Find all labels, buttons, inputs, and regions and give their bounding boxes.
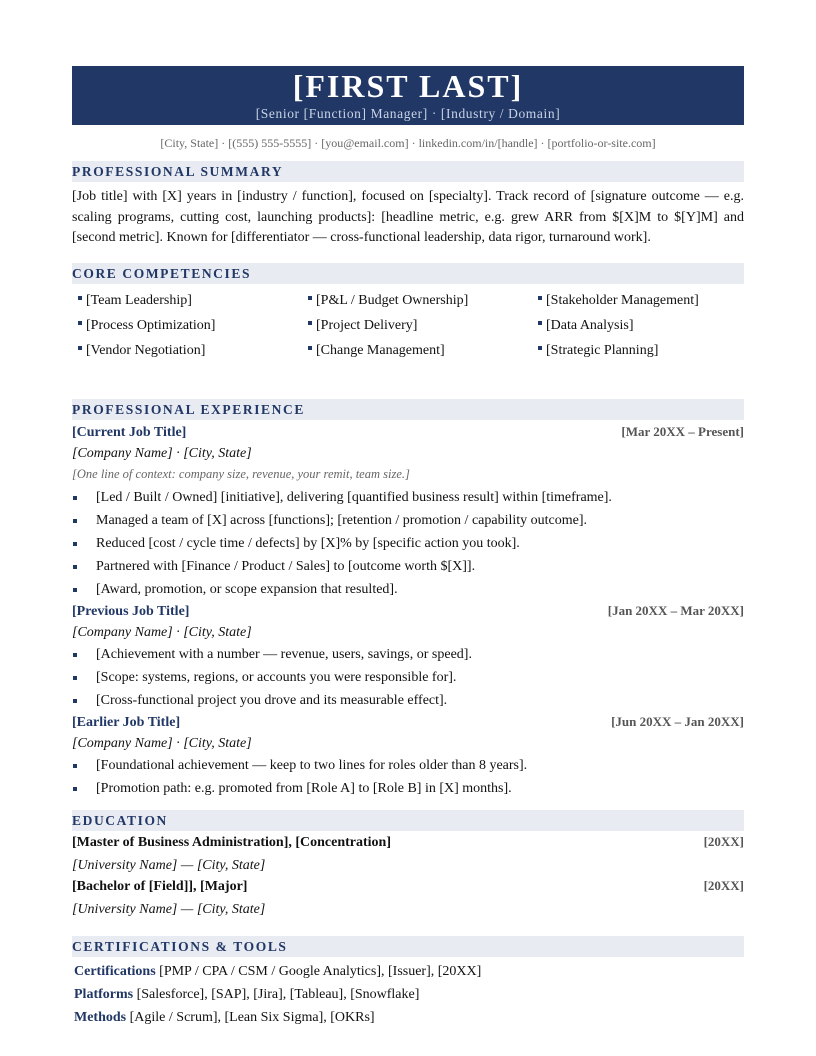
bullet-square-icon <box>308 346 312 350</box>
bullet-square-icon <box>73 787 77 791</box>
list-item: [Award, promotion, or scope expansion that resulted]. <box>72 578 744 601</box>
job-context: [One line of context: company size, revenue, your remit, team size.] <box>72 466 410 481</box>
job-company: [Company Name] · [City, State] <box>72 624 252 640</box>
bullet-square-icon <box>73 519 77 523</box>
list-item: Reduced [cost / cycle time / defects] by [X]% by [specific action you took]. <box>72 532 744 555</box>
bullet-square-icon <box>538 321 542 325</box>
job-entry <box>72 424 744 601</box>
competency-item: [Data Analysis] <box>538 316 750 336</box>
summary-text: [Job title] with [X] years in [industry / function], focused on [specialty]. Track record of [signature outcome — e.g. scaling programs, cutting cost, launching products]: [headline metric, e.g. grew ARR from $[X]M to $[Y]M] and [second metric]. Known for [differentiator — cross-functional leadership, data rigor, turnaround work]. <box>72 189 744 245</box>
list-item: [Promotion path: e.g. promoted from [Role A] to [Role B] in [X] months]. <box>72 777 744 800</box>
bullet-square-icon <box>308 296 312 300</box>
bullet-square-icon <box>308 321 312 325</box>
job-dates: [Mar 20XX – Present] <box>621 423 744 439</box>
education-degree: [Bachelor of [Field]], [Major] <box>72 878 248 894</box>
list-item: [Foundational achievement — keep to two lines for roles older than 8 years]. <box>72 754 744 777</box>
job-entry <box>72 603 744 712</box>
certification-label: Certifications <box>74 963 156 979</box>
job-company: [Company Name] · [City, State] <box>72 735 252 751</box>
competency-item: [Strategic Planning] <box>538 341 750 361</box>
certifications-list <box>72 960 744 1029</box>
job-title: [Current Job Title] <box>72 424 187 440</box>
section-heading-competencies: CORE COMPETENCIES <box>72 263 744 284</box>
certification-row <box>72 983 744 1006</box>
job-title: [Previous Job Title] <box>72 603 190 619</box>
certification-label: Platforms <box>74 986 134 1002</box>
education-year: [20XX] <box>703 833 744 849</box>
bullet-square-icon <box>538 346 542 350</box>
section-heading-experience: PROFESSIONAL EXPERIENCE <box>72 399 744 420</box>
competency-grid <box>72 291 744 361</box>
education-entry <box>72 878 744 922</box>
certification-label: Methods <box>74 1009 127 1025</box>
certification-row <box>72 960 744 983</box>
list-item: Partnered with [Finance / Product / Sales] to [outcome worth $[X]]. <box>72 555 744 578</box>
education-year: [20XX] <box>703 877 744 893</box>
bullet-square-icon <box>78 321 82 325</box>
competency-item: [P&L / Budget Ownership] <box>308 291 538 311</box>
certification-value: [PMP / CPA / CSM / Google Analytics], [Issuer], [20XX] <box>159 963 482 979</box>
bullet-square-icon <box>78 346 82 350</box>
candidate-name: [FIRST LAST] <box>292 68 524 104</box>
job-bullets <box>72 754 744 800</box>
bullet-square-icon <box>73 764 77 768</box>
list-item: [Led / Built / Owned] [initiative], delivering [quantified business result] within [timeframe]. <box>72 486 744 509</box>
list-item: [Cross-functional project you drove and its measurable effect]. <box>72 689 744 712</box>
competency-item: [Stakeholder Management] <box>538 291 750 311</box>
education-degree: [Master of Business Administration], [Concentration] <box>72 834 392 850</box>
competency-item: [Team Leadership] <box>78 291 308 311</box>
section-heading-certifications: CERTIFICATIONS & TOOLS <box>72 936 744 957</box>
bullet-square-icon <box>73 542 77 546</box>
job-company: [Company Name] · [City, State] <box>72 445 252 461</box>
section-heading-summary: PROFESSIONAL SUMMARY <box>72 161 744 182</box>
bullet-square-icon <box>538 296 542 300</box>
bullet-square-icon <box>78 296 82 300</box>
job-dates: [Jun 20XX – Jan 20XX] <box>611 713 744 729</box>
education-school: [University Name] — [City, State] <box>72 857 266 873</box>
list-item: [Scope: systems, regions, or accounts you were responsible for]. <box>72 666 744 689</box>
job-title: [Earlier Job Title] <box>72 714 181 730</box>
list-item: Managed a team of [X] across [functions]; [retention / promotion / capability outcome]. <box>72 509 744 532</box>
competency-item: [Project Delivery] <box>308 316 538 336</box>
education-school: [University Name] — [City, State] <box>72 901 266 917</box>
competency-item: [Change Management] <box>308 341 538 361</box>
contact-line: [City, State] · [(555) 555-5555] · [you@email.com] · linkedin.com/in/[handle] · [portfolio-or-site.com] <box>160 136 656 150</box>
job-bullets <box>72 486 744 601</box>
bullet-square-icon <box>73 653 77 657</box>
name-banner <box>72 66 744 125</box>
certification-value: [Salesforce], [SAP], [Jira], [Tableau], [Snowflake] <box>136 986 420 1002</box>
candidate-tagline: [Senior [Function] Manager] · [Industry / Domain] <box>255 106 561 121</box>
education-entry <box>72 834 744 878</box>
list-item: [Achievement with a number — revenue, users, savings, or speed]. <box>72 643 744 666</box>
certification-value: [Agile / Scrum], [Lean Six Sigma], [OKRs] <box>129 1009 375 1025</box>
competency-item: [Process Optimization] <box>78 316 308 336</box>
resume-page <box>72 66 744 1029</box>
job-bullets <box>72 643 744 712</box>
bullet-square-icon <box>73 676 77 680</box>
competency-item: [Vendor Negotiation] <box>78 341 308 361</box>
job-dates: [Jan 20XX – Mar 20XX] <box>607 602 744 618</box>
section-heading-education: EDUCATION <box>72 810 744 831</box>
bullet-square-icon <box>73 496 77 500</box>
bullet-square-icon <box>73 699 77 703</box>
job-entry <box>72 714 744 800</box>
bullet-square-icon <box>73 565 77 569</box>
certification-row <box>72 1006 744 1029</box>
bullet-square-icon <box>73 588 77 592</box>
